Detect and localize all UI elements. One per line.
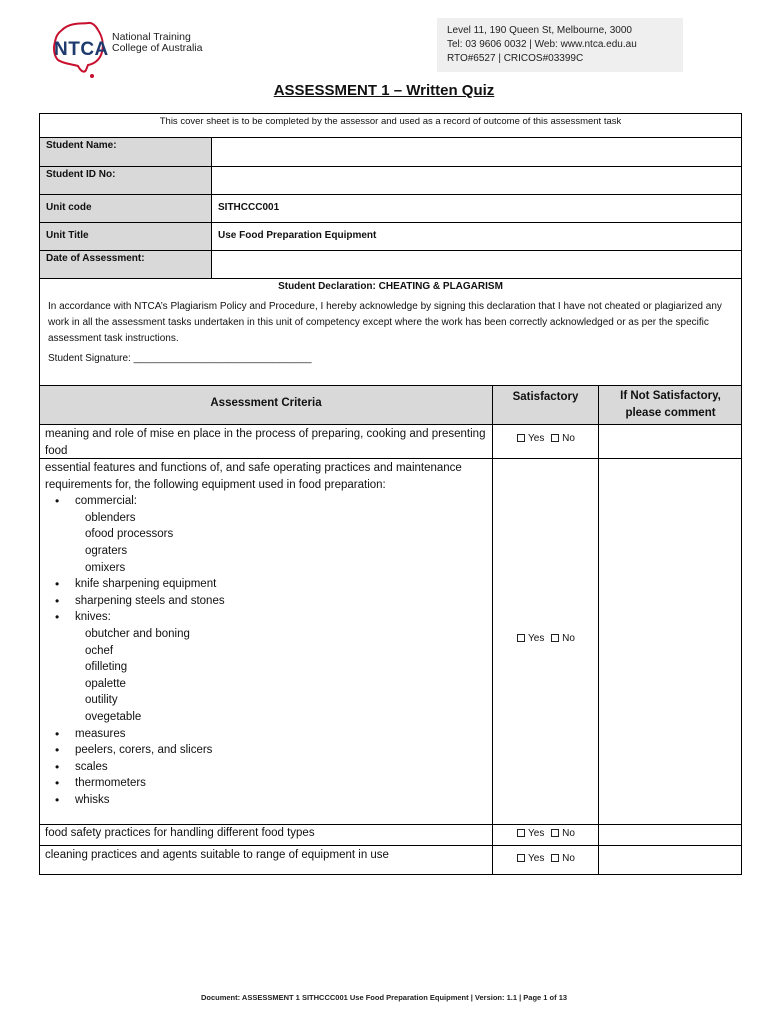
list-item: • knives: obutcher and boning ochef ofilleting opalette outility ovegetable: [55, 609, 487, 725]
list-item: • peelers, corers, and slicers: [55, 742, 487, 759]
no-checkbox[interactable]: [551, 634, 559, 642]
unit-code-row: [40, 195, 741, 223]
document-footer: Document: ASSESSMENT 1 SITHCCC001 Use Food Preparation Equipment | Version: 1.1 | Page 1 of 13: [200, 993, 568, 1002]
date-row: [40, 251, 741, 279]
comment-cell[interactable]: [598, 425, 742, 458]
yes-no-options: Yes No: [493, 633, 599, 644]
comment-cell[interactable]: [598, 846, 742, 874]
list-item: • whisks: [55, 792, 487, 809]
list-item: outility: [85, 694, 118, 707]
list-item: ochef: [85, 644, 114, 657]
unit-title-row: [40, 223, 741, 251]
criteria-row: [40, 425, 741, 459]
list-item: ofood processors: [85, 528, 174, 541]
contact-rto: RTO#6527 | CRICOS#03399C: [447, 53, 584, 64]
satisfactory-cell: [492, 846, 598, 874]
unit-title-label: Unit Title: [40, 223, 212, 250]
yes-checkbox[interactable]: [517, 434, 525, 442]
criteria-text: food safety practices for handling different food types: [45, 827, 315, 839]
criteria-row: [40, 825, 741, 846]
list-item: ograters: [85, 544, 128, 557]
criteria-text: cleaning practices and agents suitable to range of equipment in use: [45, 849, 389, 861]
list-item: oblenders: [85, 511, 136, 524]
cover-sheet-table: [39, 113, 742, 386]
yes-no-options: Yes No: [493, 828, 599, 839]
student-signature-line[interactable]: Student Signature: ________________________________: [48, 353, 312, 364]
list-item: • scales: [55, 759, 487, 776]
date-label: Date of Assessment:: [40, 251, 212, 278]
contact-box: [437, 18, 683, 72]
criteria-header: Assessment Criteria: [210, 397, 322, 409]
declaration-title: Student Declaration: CHEATING & PLAGARISM: [278, 281, 503, 292]
list-item: • sharpening steels and stones: [55, 593, 487, 610]
no-checkbox[interactable]: [551, 854, 559, 862]
no-checkbox[interactable]: [551, 434, 559, 442]
satisfactory-cell: [492, 825, 598, 845]
unit-code-value: SITHCCC001: [218, 202, 280, 213]
student-name-row: [40, 138, 741, 167]
contact-address: Level 11, 190 Queen St, Melbourne, 3000: [447, 25, 632, 36]
satisfactory-cell: [492, 425, 598, 458]
yes-checkbox[interactable]: [517, 829, 525, 837]
student-name-label: Student Name:: [40, 138, 212, 166]
list-item: opalette: [85, 677, 126, 690]
cover-note: This cover sheet is to be completed by the assessor and used as a record of outcome of this assessment task: [40, 114, 741, 138]
student-id-row: [40, 167, 741, 195]
list-item: ofilleting: [85, 661, 128, 674]
student-id-label: Student ID No:: [40, 167, 212, 194]
satisfactory-header: Satisfactory: [492, 386, 598, 424]
student-declaration: [40, 279, 741, 386]
criteria-text: meaning and role of mise en place in the process of preparing, cooking and presenting food: [45, 428, 486, 457]
no-checkbox[interactable]: [551, 829, 559, 837]
list-item: • knife sharpening equipment: [55, 576, 487, 593]
unit-code-label: Unit code: [40, 195, 212, 222]
ntca-logo: [48, 18, 223, 80]
list-item: • measures: [55, 726, 487, 743]
org-name-line1: National Training: [112, 31, 191, 43]
criteria-row: [40, 846, 741, 874]
yes-checkbox[interactable]: [517, 854, 525, 862]
list-item: obutcher and boning: [85, 627, 190, 640]
declaration-text: In accordance with NTCA’s Plagiarism Policy and Procedure, I hereby acknowledge by signing this declaration that I have not cheated or plagiarized any work in all the assessment tasks undertaken in this unit of competency except where the work has been correctly acknowledged or as per the specific assessment task instructions.: [48, 301, 722, 344]
unit-title-value: Use Food Preparation Equipment: [218, 230, 377, 241]
yes-no-options: Yes No: [493, 853, 599, 864]
comment-cell[interactable]: [598, 825, 742, 845]
list-item: ovegetable: [85, 710, 142, 723]
assessment-criteria-table: [39, 385, 742, 875]
criteria-text: essential features and functions of, and safe operating practices and maintenance requirements for, the following equipment used in food preparation:: [45, 462, 462, 491]
list-item: • thermometers: [55, 775, 487, 792]
org-name-line2: College of Australia: [112, 42, 203, 54]
comment-cell[interactable]: [598, 459, 742, 824]
page-title: ASSESSMENT 1 – Written Quiz: [273, 82, 495, 99]
equipment-list: [45, 493, 487, 808]
list-item: • commercial: oblenders ofood processors ograters omixers: [55, 493, 487, 576]
yes-checkbox[interactable]: [517, 634, 525, 642]
satisfactory-cell: [492, 459, 598, 824]
contact-phone-web: Tel: 03 9606 0032 | Web: www.ntca.edu.au: [447, 39, 637, 50]
logo-wordmark: NTCA: [54, 39, 109, 60]
criteria-row: [40, 459, 741, 825]
yes-no-options: Yes No: [493, 433, 599, 444]
criteria-text-block: [40, 459, 492, 824]
list-item: omixers: [85, 561, 126, 574]
criteria-header-row: [40, 385, 741, 425]
not-satisfactory-header: If Not Satisfactory, please comment: [598, 386, 742, 424]
